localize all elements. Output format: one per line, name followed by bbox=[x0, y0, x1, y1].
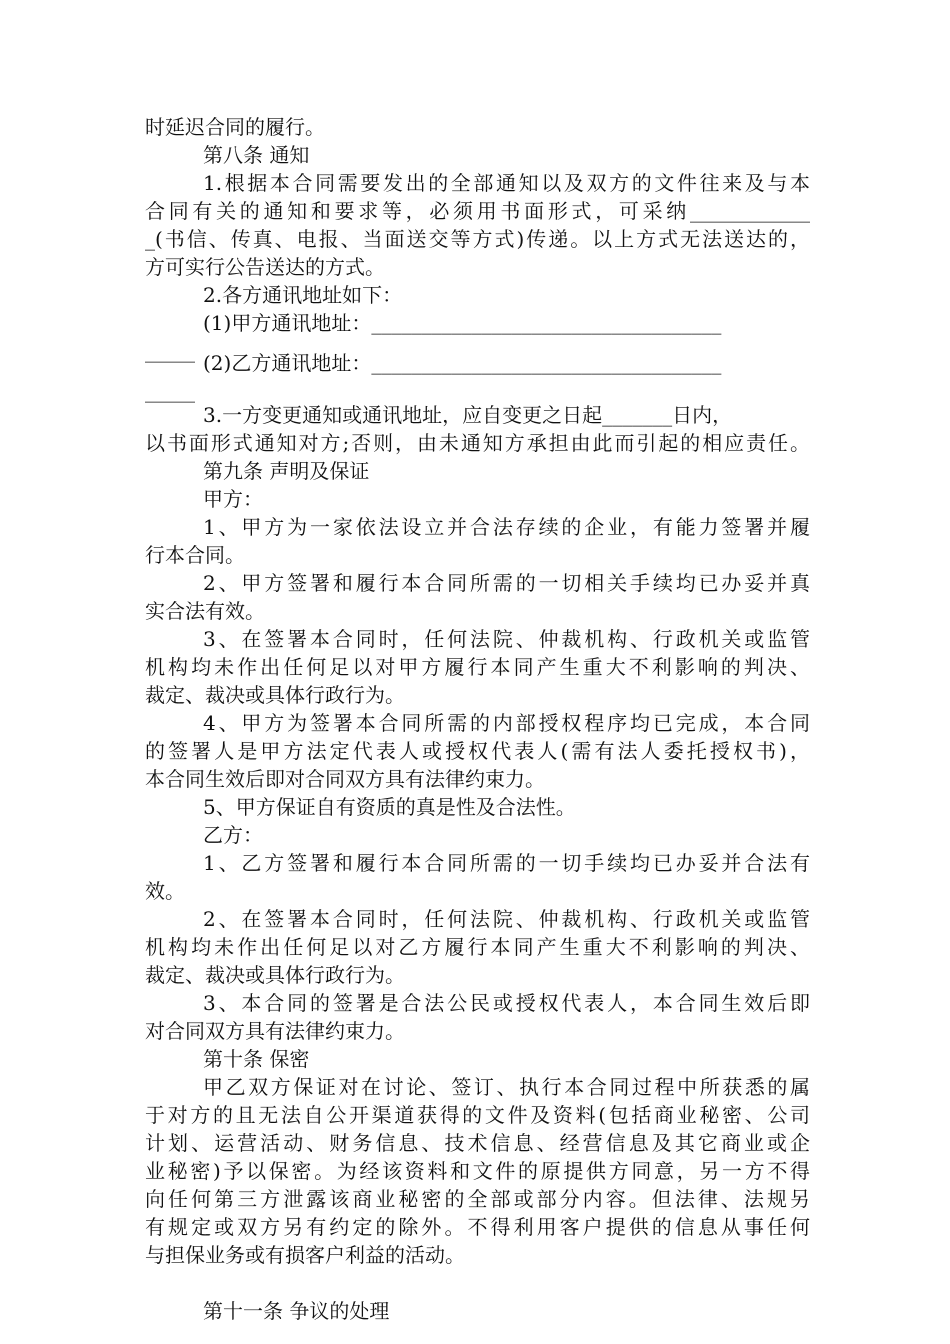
text-line: 行本合同。 bbox=[145, 543, 245, 567]
section-heading-article-8: 第八条 通知 bbox=[203, 143, 310, 167]
text-line: 对合同双方具有法律约束力。 bbox=[145, 1019, 405, 1043]
text-line: 裁定、裁决或具体行政行为。 bbox=[145, 963, 405, 987]
text-line: 2.各方通讯地址如下： bbox=[203, 283, 403, 307]
text-line: 机构均未作出任何足以对乙方履行本同产生重大不利影响的判决、 bbox=[145, 935, 810, 959]
text-line: 与担保业务或有损客户利益的活动。 bbox=[145, 1243, 465, 1267]
section-heading-article-10: 第十条 保密 bbox=[203, 1047, 310, 1071]
text-line: 1、甲方为一家依法设立并合法存续的企业，有能力签署并履 bbox=[203, 515, 810, 539]
text-line: 方可实行公告送达的方式。 bbox=[145, 255, 385, 279]
text-line: 时延迟合同的履行。 bbox=[145, 115, 325, 139]
text-line: 2、在签署本合同时，任何法院、仲裁机构、行政机关或监管 bbox=[203, 907, 810, 931]
section-heading-article-11: 第十一条 争议的处理 bbox=[203, 1299, 390, 1323]
party-a-address-line: (1)甲方通讯地址：___________________________________ bbox=[203, 311, 722, 335]
text-line: 本合同生效后即对合同双方具有法律约束力。 bbox=[145, 767, 545, 791]
text-line: 有规定或双方另有约定的除外。不得利用客户提供的信息从事任何 bbox=[145, 1215, 810, 1239]
text-line: 1.根据本合同需要发出的全部通知以及双方的文件往来及与本 bbox=[203, 171, 810, 195]
party-b-label: 乙方： bbox=[203, 823, 263, 847]
text-line: _____ bbox=[145, 339, 195, 363]
text-line: _____ bbox=[145, 379, 195, 403]
text-line: 4、甲方为签署本合同所需的内部授权程序均已完成，本合同 bbox=[203, 711, 810, 735]
text-line: _(书信、传真、电报、当面送交等方式)传递。以上方式无法送达的， bbox=[145, 227, 810, 251]
text-line: 以书面形式通知对方;否则，由未通知方承担由此而引起的相应责任。 bbox=[145, 431, 810, 455]
text-line: 机构均未作出任何足以对甲方履行本同产生重大不利影响的判决、 bbox=[145, 655, 810, 679]
section-heading-article-9: 第九条 声明及保证 bbox=[203, 459, 370, 483]
party-a-label: 甲方： bbox=[203, 487, 263, 511]
text-line: 业秘密)予以保密。为经该资料和文件的原提供方同意，另一方不得 bbox=[145, 1159, 810, 1183]
text-line: 甲乙双方保证对在讨论、签订、执行本合同过程中所获悉的属 bbox=[203, 1075, 810, 1099]
text-line: 3、本合同的签署是合法公民或授权代表人，本合同生效后即 bbox=[203, 991, 810, 1015]
text-line: 裁定、裁决或具体行政行为。 bbox=[145, 683, 405, 707]
text-line: 的签署人是甲方法定代表人或授权代表人(需有法人委托授权书)， bbox=[145, 739, 810, 763]
text-line: 1、乙方签署和履行本合同所需的一切手续均已办妥并合法有 bbox=[203, 851, 810, 875]
text-line: 向任何第三方泄露该商业秘密的全部或部分内容。但法律、法规另 bbox=[145, 1187, 810, 1211]
text-line: 3.一方变更通知或通讯地址，应自变更之日起_______日内， bbox=[203, 403, 733, 427]
text-line: 合同有关的通知和要求等，必须用书面形式，可采纳____________ bbox=[145, 199, 810, 223]
text-line: 计划、运营活动、财务信息、技术信息、经营信息及其它商业或企 bbox=[145, 1131, 810, 1155]
party-b-address-line: (2)乙方通讯地址：___________________________________ bbox=[203, 351, 722, 375]
text-line: 于对方的且无法自公开渠道获得的文件及资料(包括商业秘密、公司 bbox=[145, 1103, 810, 1127]
text-line: 实合法有效。 bbox=[145, 599, 265, 623]
text-line: 5、甲方保证自有资质的真是性及合法性。 bbox=[203, 795, 576, 819]
text-line: 效。 bbox=[145, 879, 185, 903]
text-line: 3、在签署本合同时，任何法院、仲裁机构、行政机关或监管 bbox=[203, 627, 810, 651]
text-line: 2、甲方签署和履行本合同所需的一切相关手续均已办妥并真 bbox=[203, 571, 810, 595]
